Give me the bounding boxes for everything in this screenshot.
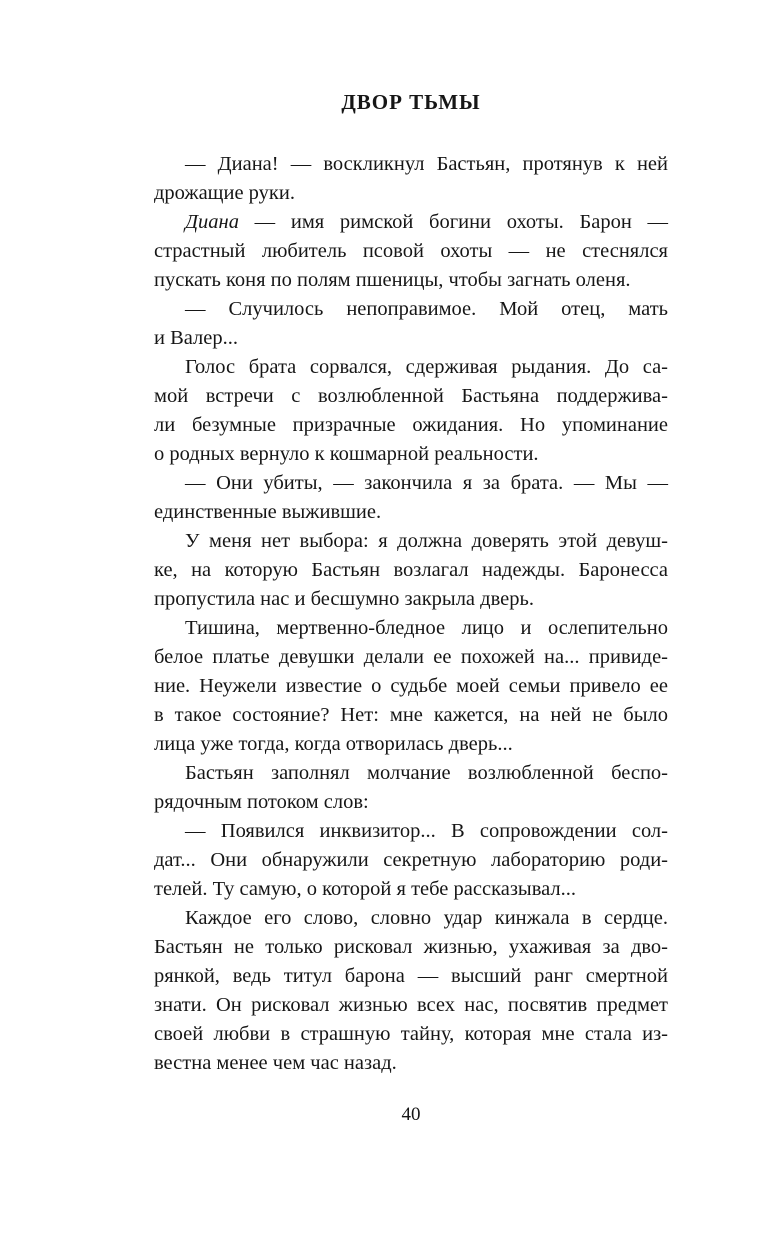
italic-text: Диана (185, 211, 239, 233)
paragraph (154, 295, 668, 353)
text-line: Бастьян заполнял молчание возлюбленной беспо- (185, 762, 668, 784)
text-segment: — имя римской богини охоты. Барон — (238, 211, 668, 233)
text-line (154, 208, 668, 237)
text-line: Бастьян не только рисковал жизнью, ухаживая за дво- (154, 936, 668, 958)
text-line: пропустила нас и бесшумно закрыла дверь. (154, 588, 534, 610)
text-line: в такое состояние? Нет: мне кажется, на ней не было (154, 704, 668, 726)
text-line: знати. Он рисковал жизнью всех нас, посвятив предмет (154, 994, 668, 1016)
text-line: о родных вернуло к кошмарной реальности. (154, 443, 539, 465)
text-line: У меня нет выбора: я должна доверять этой девуш- (185, 530, 668, 552)
page-number: 40 (401, 1104, 421, 1125)
text-line: ке, на которую Бастьян возлагал надежды. Баронесса (154, 559, 668, 581)
text-line: телей. Ту самую, о которой я тебе рассказывал... (154, 878, 576, 900)
paragraph (154, 904, 668, 1078)
text-line: страстный любитель псовой охоты — не стеснялся (154, 240, 668, 262)
text-line: единственные выжившие. (154, 501, 382, 523)
text-line: пускать коня по полям пшеницы, чтобы загнать оленя. (154, 269, 631, 291)
text-line: рядочным потоком слов: (154, 791, 369, 813)
paragraph (154, 150, 668, 208)
text-line: — Случилось непоправимое. Мой отец, мать (185, 298, 668, 320)
text-line: лица уже тогда, когда отворилась дверь... (154, 733, 513, 755)
text-line: Каждое его слово, словно удар кинжала в сердце. (185, 907, 668, 929)
paragraph (154, 817, 668, 904)
text-line: дат... Они обнаружили секретную лабораторию роди- (154, 849, 668, 871)
text-line: своей любви в страшную тайну, которая мне стала из- (154, 1023, 668, 1045)
text-line: мой встречи с возлюбленной Бастьяна поддержива- (154, 385, 668, 407)
text-line: белое платье девушки делали ее похожей на... привиде- (154, 646, 668, 668)
paragraph (154, 527, 668, 614)
text-line: Тишина, мертвенно-бледное лицо и ослепительно (185, 617, 668, 639)
text-line: и Валер... (154, 327, 239, 349)
text-line: — Они убиты, — закончила я за брата. — Мы — (185, 472, 668, 494)
paragraph (154, 353, 668, 469)
text-line: вестна менее чем час назад. (154, 1052, 397, 1074)
text-line: — Появился инквизитор... В сопровождении сол- (185, 820, 668, 842)
text-line: ли безумные призрачные ожидания. Но упоминание (154, 414, 668, 436)
paragraph (154, 614, 668, 759)
text-line: — Диана! — воскликнул Бастьян, протянув к ней (185, 153, 668, 175)
chapter-title: ДВОР ТЬМЫ (341, 90, 481, 114)
text-line: Голос брата сорвался, сдерживая рыдания. До са- (185, 356, 668, 378)
paragraph (154, 208, 668, 295)
text-line: ние. Неужели известие о судьбе моей семьи привело ее (154, 675, 668, 697)
text-block (154, 150, 668, 1078)
paragraph (154, 469, 668, 527)
paragraph (154, 759, 668, 817)
text-line: рянкой, ведь титул барона — высший ранг смертной (154, 965, 668, 987)
text-line: дрожащие руки. (154, 182, 295, 204)
